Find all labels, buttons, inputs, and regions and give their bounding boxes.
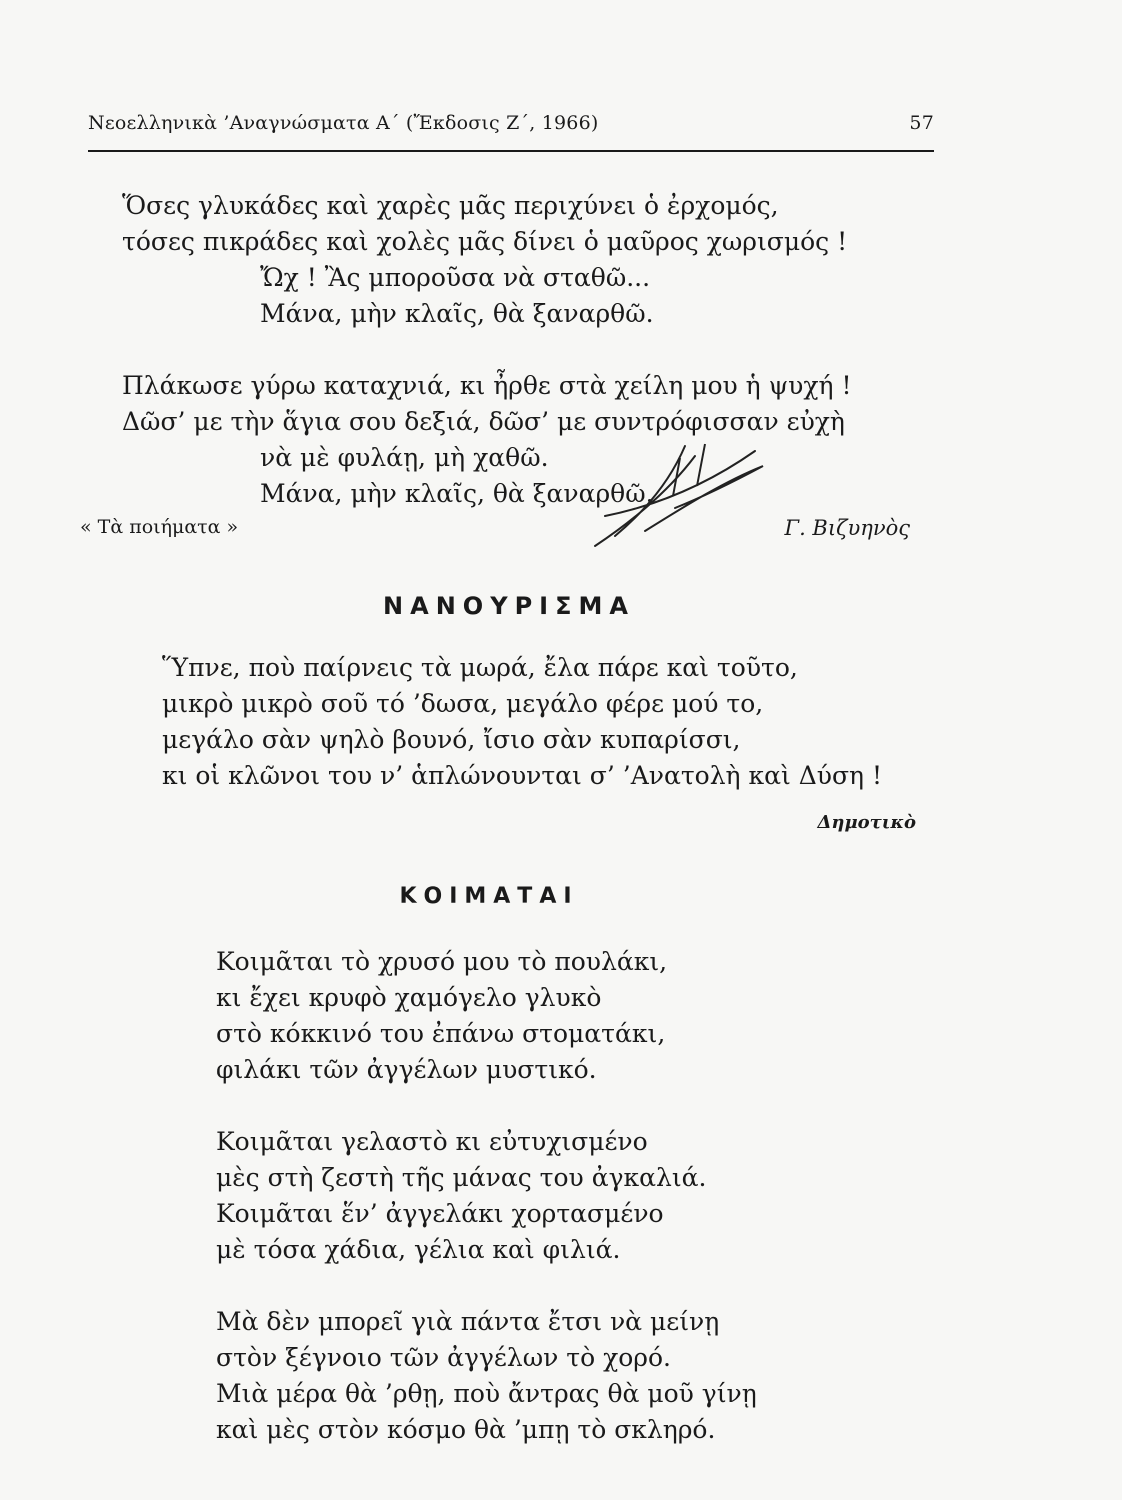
verse-line: τόσες πικράδες καὶ χολὲς μᾶς δίνει ὁ μαῦρος χωρισμός ! [122,227,848,256]
verse-line: στὸ κόκκινό του ἐπάνω στοματάκι, [216,1019,666,1048]
verse-line: Πλάκωσε γύρω καταχνιά, κι ἦρθε στὰ χείλη μου ἡ ψυχή ! [122,371,852,400]
verse-line: Μάνα, μὴν κλαῖς, θὰ ξαναρθῶ. [260,479,654,508]
running-title: Νεοελληνικὰ ’Αναγνώσματα Α΄ (Ἔκδοσις Ζ΄, 1966) [88,112,599,134]
verse-line: καὶ μὲς στὸν κόσμο θὰ ’μπῃ τὸ σκληρό. [216,1415,716,1444]
stanza [216,1304,757,1448]
page-header [88,112,934,134]
verse-line: Δῶσ’ με τὴν ἅγια σου δεξιά, δῶσ’ με συντρόφισσαν εὐχὴ [122,407,845,436]
verse-line: Ὅσες γλυκάδες καὶ χαρὲς μᾶς περιχύνει ὁ ἐρχομός, [122,191,779,220]
verse-line: στὸν ξέγνοιο τῶν ἀγγέλων τὸ χορό. [216,1343,671,1372]
verse-line: μὲ τόσα χάδια, γέλια καὶ φιλιά. [216,1235,621,1264]
header-rule [88,150,934,152]
verse-line: κι οἱ κλῶνοι του ν’ ἁπλώνουνται σ’ ’Ανατολὴ καὶ Δύση ! [162,761,883,790]
verse-line: κι ἔχει κρυφὸ χαμόγελο γλυκὸ [216,983,602,1012]
verse-line: μικρὸ μικρὸ σοῦ τό ’δωσα, μεγάλο φέρε μού το, [162,689,764,718]
poem-title: ΝΑΝΟΥΡΙΣΜΑ [383,592,635,620]
stanza [216,1124,757,1268]
verse-line: Κοιμᾶται τὸ χρυσό μου τὸ πουλάκι, [216,947,668,976]
poem-nanourisma [162,650,882,794]
poem-title: ΚΟΙΜΑΤΑΙ [399,884,579,909]
poem-koimatai [216,944,757,1448]
poem-author: Γ. Βιζυηνὸς [784,516,910,540]
verse-line: Κοιμᾶται γελαστὸ κι εὐτυχισμένο [216,1127,648,1156]
verse-line: Ὤχ ! Ἂς μποροῦσα νὰ σταθῶ... [260,263,651,292]
verse-line: Ὕπνε, ποὺ παίρνεις τὰ μωρά, ἔλα πάρε καὶ τοῦτο, [162,653,798,682]
verse-line: Μὰ δὲν μπορεῖ γιὰ πάντα ἔτσι νὰ μείνῃ [216,1307,720,1336]
verse-line: Κοιμᾶται ἕν’ ἀγγελάκι χορτασμένο [216,1199,664,1228]
verse-line: νὰ μὲ φυλάῃ, μὴ χαθῶ. [260,443,549,472]
handwritten-signature [585,436,775,556]
poem-author: Δημοτικὸ [817,812,916,833]
verse-line: Μιὰ μέρα θὰ ’ρθῃ, ποὺ ἄντρας θὰ μοῦ γίνῃ [216,1379,757,1408]
verse-line: μὲς στὴ ζεστὴ τῆς μάνας του ἀγκαλιά. [216,1163,707,1192]
poem-source: « Τὰ ποιήματα » [80,516,239,538]
verse-line: φιλάκι τῶν ἀγγέλων μυστικό. [216,1055,597,1084]
page-number: 57 [909,112,934,134]
stanza [122,188,852,332]
verse-line: Μάνα, μὴν κλαῖς, θὰ ξαναρθῶ. [260,299,654,328]
verse-line: μεγάλο σὰν ψηλὸ βουνό, ἴσιο σὰν κυπαρίσσι, [162,725,741,754]
stanza [216,944,757,1088]
